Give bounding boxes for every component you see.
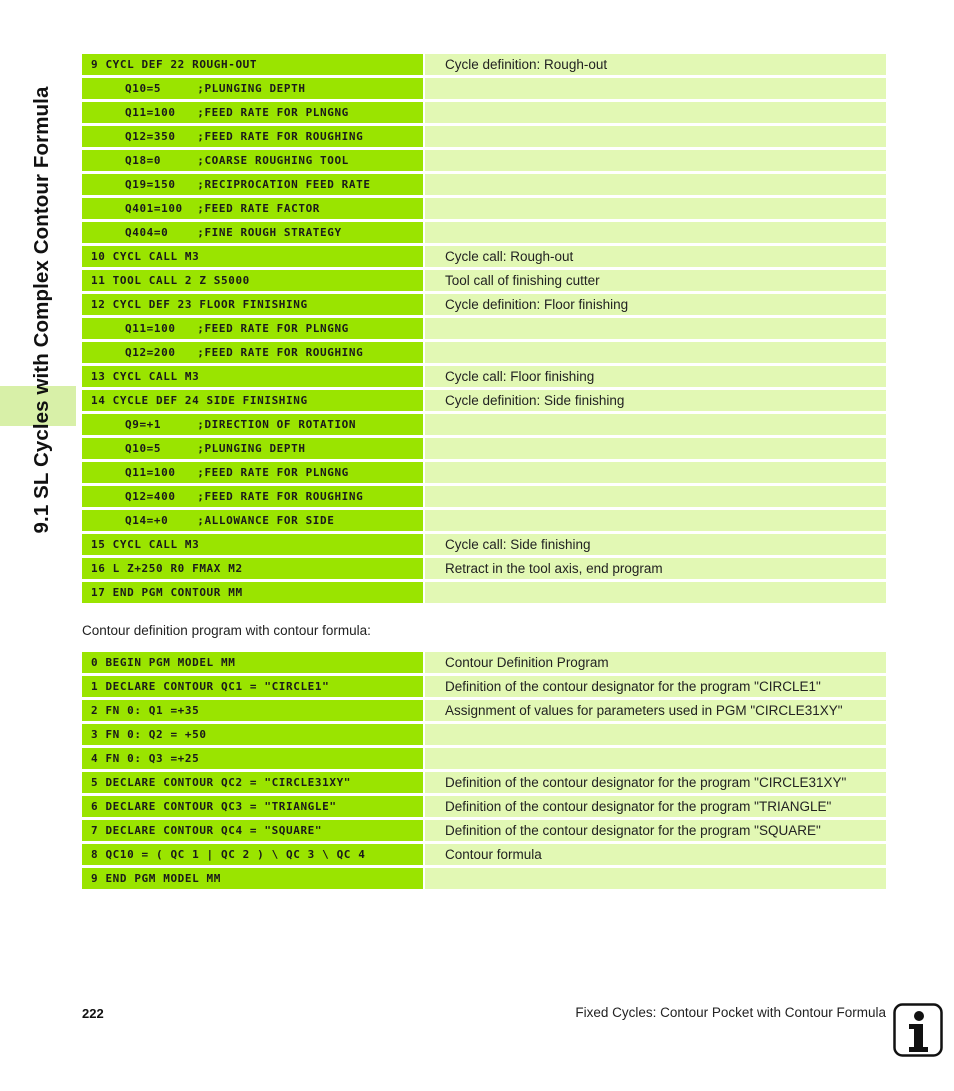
nc-code-line: 4 FN 0: Q3 =+25: [82, 748, 423, 769]
program-row: [82, 366, 886, 387]
info-icon: [893, 1003, 943, 1057]
line-description: Contour formula: [425, 844, 886, 865]
line-description: [425, 174, 886, 195]
nc-code-line: 7 DECLARE CONTOUR QC4 = "SQUARE": [82, 820, 423, 841]
nc-code-line: Q11=100 ;FEED RATE FOR PLNGNG: [82, 462, 423, 483]
nc-code-line: 16 L Z+250 R0 FMAX M2: [82, 558, 423, 579]
program-row: [82, 414, 886, 435]
line-description: [425, 318, 886, 339]
nc-program-body: [82, 652, 886, 889]
program-row: [82, 126, 886, 147]
nc-code-line: 2 FN 0: Q1 =+35: [82, 700, 423, 721]
program-row: [82, 844, 886, 865]
line-description: [425, 78, 886, 99]
nc-code-line: Q12=400 ;FEED RATE FOR ROUGHING: [82, 486, 423, 507]
nc-code-line: Q10=5 ;PLUNGING DEPTH: [82, 78, 423, 99]
program-row: [82, 174, 886, 195]
program-row: [82, 54, 886, 75]
program-row: [82, 558, 886, 579]
line-description: Contour Definition Program: [425, 652, 886, 673]
line-description: [425, 724, 886, 745]
line-description: Cycle definition: Rough-out: [425, 54, 886, 75]
nc-program-table-contour: [82, 51, 886, 606]
program-row: [82, 294, 886, 315]
program-row: [82, 748, 886, 769]
line-description: [425, 342, 886, 363]
line-description: Definition of the contour designator for the program "CIRCLE1": [425, 676, 886, 697]
program-row: [82, 342, 886, 363]
nc-code-line: 6 DECLARE CONTOUR QC3 = "TRIANGLE": [82, 796, 423, 817]
program-row: [82, 150, 886, 171]
nc-code-line: Q12=200 ;FEED RATE FOR ROUGHING: [82, 342, 423, 363]
line-description: [425, 414, 886, 435]
line-description: [425, 510, 886, 531]
side-chapter-heading: [0, 0, 76, 620]
nc-code-line: 0 BEGIN PGM MODEL MM: [82, 652, 423, 673]
program-row: [82, 796, 886, 817]
info-icon-graphic: [893, 1003, 943, 1057]
nc-code-line: 11 TOOL CALL 2 Z S5000: [82, 270, 423, 291]
line-description: [425, 486, 886, 507]
nc-code-line: Q401=100 ;FEED RATE FACTOR: [82, 198, 423, 219]
line-description: Cycle definition: Floor finishing: [425, 294, 886, 315]
program-row: [82, 318, 886, 339]
line-description: [425, 868, 886, 889]
line-description: [425, 462, 886, 483]
line-description: Cycle call: Floor finishing: [425, 366, 886, 387]
program-row: [82, 868, 886, 889]
program-row: [82, 652, 886, 673]
nc-code-line: 1 DECLARE CONTOUR QC1 = "CIRCLE1": [82, 676, 423, 697]
program-row: [82, 510, 886, 531]
program-row: [82, 772, 886, 793]
nc-code-line: Q12=350 ;FEED RATE FOR ROUGHING: [82, 126, 423, 147]
program-row: [82, 676, 886, 697]
nc-code-line: 3 FN 0: Q2 = +50: [82, 724, 423, 745]
footer-chapter-title: Fixed Cycles: Contour Pocket with Contour Formula: [575, 1005, 886, 1020]
line-description: Tool call of finishing cutter: [425, 270, 886, 291]
nc-code-line: 9 CYCL DEF 22 ROUGH-OUT: [82, 54, 423, 75]
nc-code-line: Q18=0 ;COARSE ROUGHING TOOL: [82, 150, 423, 171]
line-description: Retract in the tool axis, end program: [425, 558, 886, 579]
section-caption: Contour definition program with contour formula:: [82, 623, 371, 638]
nc-program-body: [82, 54, 886, 603]
program-row: [82, 270, 886, 291]
nc-code-line: Q9=+1 ;DIRECTION OF ROTATION: [82, 414, 423, 435]
side-chapter-title: 9.1 SL Cycles with Complex Contour Formula: [30, 86, 53, 534]
program-row: [82, 246, 886, 267]
nc-code-line: 9 END PGM MODEL MM: [82, 868, 423, 889]
line-description: [425, 126, 886, 147]
line-description: Cycle definition: Side finishing: [425, 390, 886, 411]
line-description: Cycle call: Side finishing: [425, 534, 886, 555]
page-number: 222: [82, 1006, 104, 1021]
line-description: [425, 198, 886, 219]
line-description: Assignment of values for parameters used in PGM "CIRCLE31XY": [425, 700, 886, 721]
line-description: [425, 222, 886, 243]
line-description: [425, 150, 886, 171]
nc-code-line: 10 CYCL CALL M3: [82, 246, 423, 267]
program-row: [82, 820, 886, 841]
program-row: [82, 438, 886, 459]
nc-code-line: 5 DECLARE CONTOUR QC2 = "CIRCLE31XY": [82, 772, 423, 793]
program-row: [82, 724, 886, 745]
program-row: [82, 102, 886, 123]
nc-code-line: Q14=+0 ;ALLOWANCE FOR SIDE: [82, 510, 423, 531]
program-row: [82, 222, 886, 243]
nc-code-line: 15 CYCL CALL M3: [82, 534, 423, 555]
nc-code-line: 12 CYCL DEF 23 FLOOR FINISHING: [82, 294, 423, 315]
line-description: Definition of the contour designator for the program "TRIANGLE": [425, 796, 886, 817]
program-row: [82, 486, 886, 507]
nc-code-line: 8 QC10 = ( QC 1 | QC 2 ) \ QC 3 \ QC 4: [82, 844, 423, 865]
line-description: [425, 438, 886, 459]
nc-code-line: 13 CYCL CALL M3: [82, 366, 423, 387]
program-row: [82, 78, 886, 99]
line-description: [425, 748, 886, 769]
program-row: [82, 700, 886, 721]
program-row: [82, 534, 886, 555]
line-description: Cycle call: Rough-out: [425, 246, 886, 267]
nc-code-line: Q19=150 ;RECIPROCATION FEED RATE: [82, 174, 423, 195]
nc-program-table-model: [82, 649, 886, 892]
line-description: [425, 102, 886, 123]
nc-code-line: Q11=100 ;FEED RATE FOR PLNGNG: [82, 102, 423, 123]
program-row: [82, 390, 886, 411]
nc-code-line: 14 CYCLE DEF 24 SIDE FINISHING: [82, 390, 423, 411]
program-row: [82, 198, 886, 219]
nc-code-line: Q11=100 ;FEED RATE FOR PLNGNG: [82, 318, 423, 339]
line-description: [425, 582, 886, 603]
nc-code-line: Q404=0 ;FINE ROUGH STRATEGY: [82, 222, 423, 243]
nc-code-line: Q10=5 ;PLUNGING DEPTH: [82, 438, 423, 459]
line-description: Definition of the contour designator for the program "CIRCLE31XY": [425, 772, 886, 793]
line-description: Definition of the contour designator for the program "SQUARE": [425, 820, 886, 841]
program-row: [82, 582, 886, 603]
nc-code-line: 17 END PGM CONTOUR MM: [82, 582, 423, 603]
program-row: [82, 462, 886, 483]
